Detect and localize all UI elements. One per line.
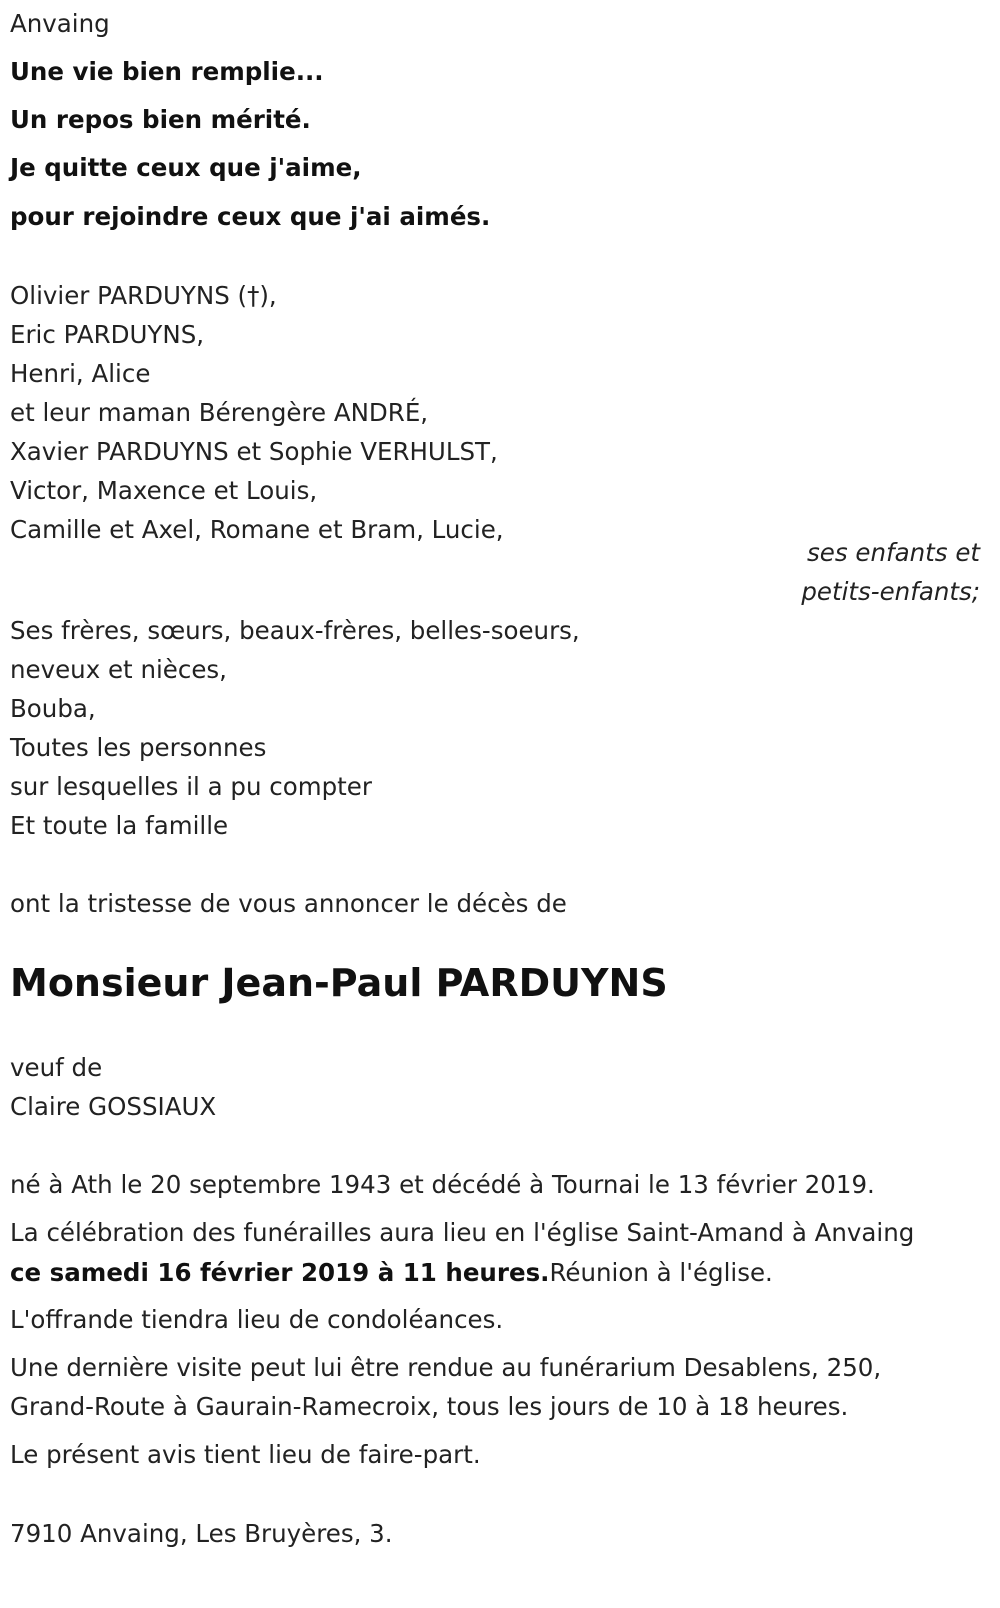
poem-line-3: Je quitte ceux que j'aime, [10,153,362,182]
poem-line-2: Un repos bien mérité. [10,105,311,134]
poem-line-4: pour rejoindre ceux que j'ai aimés. [10,202,491,231]
relatives-line-6: Et toute la famille [10,811,229,840]
family-line-1: Olivier PARDUYNS (†), [10,281,277,310]
family-line-7: Camille et Axel, Romane et Bram, Lucie, [10,515,504,544]
notice-text: Le présent avis tient lieu de faire-part. [10,1440,481,1469]
relatives-line-1: Ses frères, sœurs, beaux-frères, belles-soeurs, [10,616,580,645]
birth-death-info: né à Ath le 20 septembre 1943 et décédé à Tournai le 13 février 2019. [10,1170,875,1199]
spouse-name: Claire GOSSIAUX [10,1092,217,1121]
visit-line-1: Une dernière visite peut lui être rendue au funérarium Desablens, 250, [10,1353,882,1382]
ceremony-date: ce samedi 16 février 2019 à 11 heures. [10,1258,550,1287]
relatives-line-2: neveux et nièces, [10,655,227,684]
family-line-6: Victor, Maxence et Louis, [10,476,318,505]
ceremony-meeting: Réunion à l'église. [549,1258,773,1287]
widower-label: veuf de [10,1053,103,1082]
deceased-name: Monsieur Jean-Paul PARDUYNS [10,961,668,1005]
family-line-4: et leur maman Bérengère ANDRÉ, [10,398,429,427]
children-label-2: petits-enfants; [801,577,980,606]
announcement-text: ont la tristesse de vous annoncer le décès de [10,889,567,918]
children-label-1: ses enfants et [807,538,980,567]
poem-line-1: Une vie bien remplie... [10,57,324,86]
family-line-3: Henri, Alice [10,359,151,388]
relatives-line-5: sur lesquelles il a pu compter [10,772,372,801]
place-name: Anvaing [10,9,110,38]
ceremony-date-line [10,1253,773,1293]
family-address: 7910 Anvaing, Les Bruyères, 3. [10,1519,393,1548]
relatives-line-3: Bouba, [10,694,96,723]
family-line-2: Eric PARDUYNS, [10,320,205,349]
ceremony-location: La célébration des funérailles aura lieu en l'église Saint-Amand à Anvaing [10,1218,915,1247]
relatives-line-4: Toutes les personnes [10,733,267,762]
visit-line-2: Grand-Route à Gaurain-Ramecroix, tous les jours de 10 à 18 heures. [10,1392,849,1421]
family-line-5: Xavier PARDUYNS et Sophie VERHULST, [10,437,498,466]
offering-text: L'offrande tiendra lieu de condoléances. [10,1305,504,1334]
